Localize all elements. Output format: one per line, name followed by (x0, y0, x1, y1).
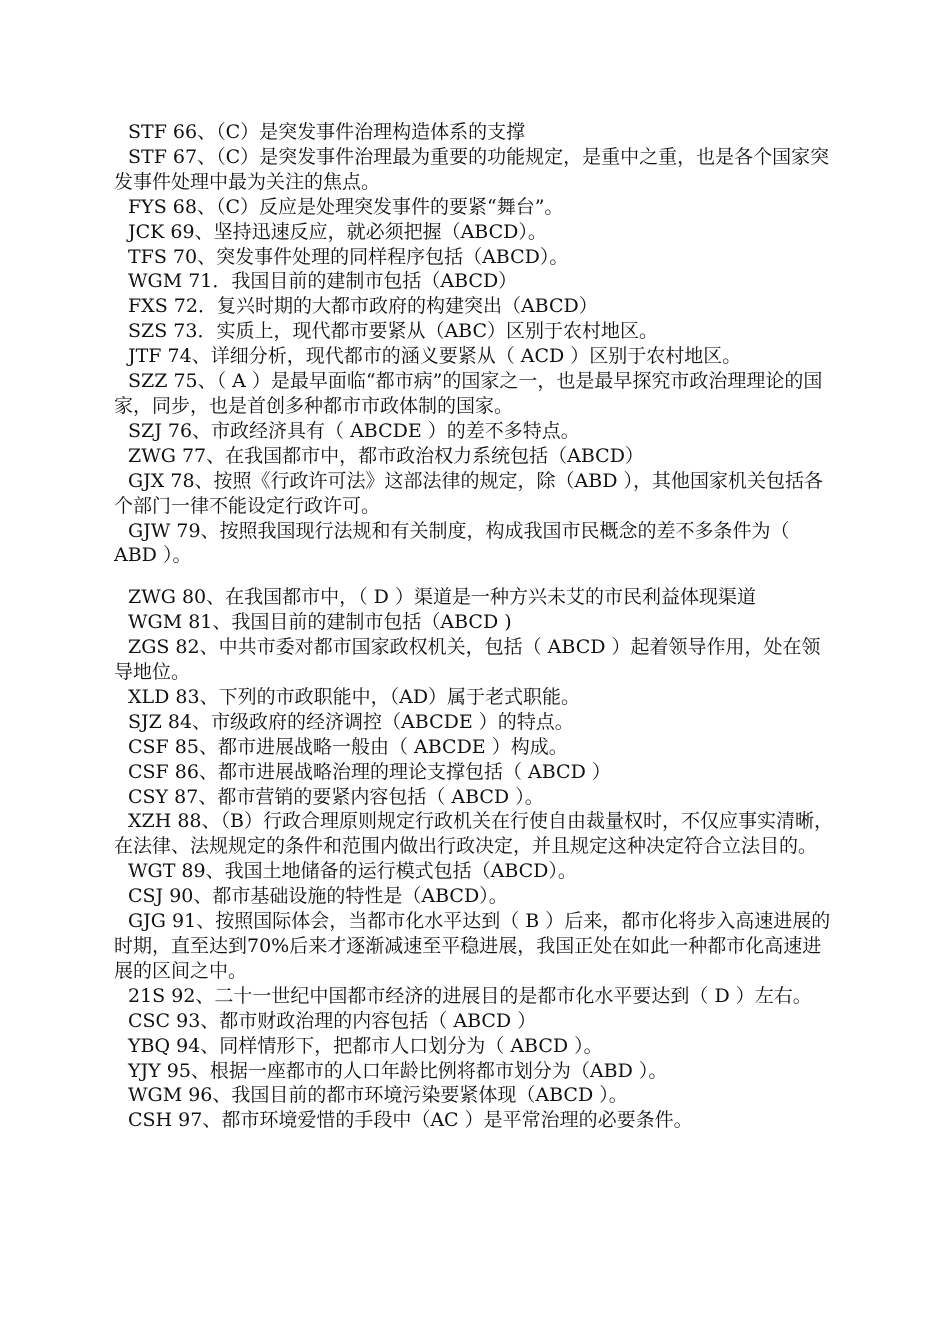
question-86: CSF 86、都市进展战略治理的理论支撑包括（ ABCD ） (128, 760, 611, 783)
question-82: ZGS 82、中共市委对都市国家政权机关，包括（ ABCD ）起着领导作用，处在领导地位。 (114, 636, 821, 684)
question-85: CSF 85、都市进展战略一般由（ ABCDE ）构成。 (128, 735, 568, 758)
question-87: CSY 87、都市营销的要紧内容包括（ ABCD ）。 (128, 785, 544, 808)
question-96: WGM 96、我国目前的都市环境污染要紧体现（ABCD ）。 (128, 1084, 628, 1107)
question-71: WGM 71．我国目前的建制市包括（ABCD） (128, 270, 518, 293)
question-72: FXS 72．复兴时期的大都市政府的构建突出（ABCD） (128, 295, 598, 318)
question-91: GJG 91、按照国际体会，当都市化水平达到（ B ）后来，都市化将步入高速进展的时期，直至达到70%后来才逐渐减速至平稳进展，我国正处在如此一种都市化高速进展的区间之中。 (114, 910, 831, 982)
question-90: CSJ 90、都市基础设施的特性是（ABCD）。 (128, 885, 508, 908)
question-97: CSH 97、都市环境爱惜的手段中（AC ）是平常治理的必要条件。 (128, 1109, 693, 1132)
question-95: YJY 95、根据一座都市的人口年龄比例将都市划分为（ABD ）。 (128, 1059, 668, 1082)
question-88: XZH 88、（B）行政合理原则规定行政机关在行使自由裁量权时，不仅应事实清晰，在法律、法规规定的条件和范围内做出行政决定，并且规定这种决定符合立法目的。 (114, 810, 833, 858)
question-76: SZJ 76、市政经济具有（ ABCDE ）的差不多特点。 (128, 419, 580, 442)
question-75: SZZ 75、（ A ）是最早面临“都市病”的国家之一，也是最早探究市政治理理论的国家，同步，也是首创多种都市市政体制的国家。 (114, 370, 823, 417)
question-78: GJX 78、按照《行政许可法》这部法律的规定，除（ABD ），其他国家机关包括各个部门一律不能设定行政许可。 (114, 469, 823, 517)
question-79: GJW 79、按照我国现行法规和有关制度，构成我国市民概念的差不多条件为（ ABD ）。 (114, 519, 790, 567)
question-80: ZWG 80、在我国都市中，（ D ）渠道是一种方兴未艾的市民利益体现渠道 (128, 586, 756, 609)
question-66: STF 66、（C）是突发事件治理构造体系的支撑 (128, 121, 526, 143)
question-93: CSC 93、都市财政治理的内容包括（ ABCD ） (128, 1009, 537, 1032)
question-70: TFS 70、突发事件处理的同样程序包括（ABCD）。 (128, 245, 569, 268)
question-73: SZS 73．实质上，现代都市要紧从（ABC）区别于农村地区。 (128, 320, 659, 343)
document-page (114, 120, 838, 1133)
question-84: SJZ 84、市级政府的经济调控（ABCDE ）的特点。 (128, 710, 574, 733)
question-77: ZWG 77、在我国都市中，都市政治权力系统包括（ABCD） (128, 444, 644, 467)
question-94: YBQ 94、同样情形下，把都市人口划分为（ ABCD ）。 (128, 1034, 603, 1057)
question-89: WGT 89、我国土地储备的运行模式包括（ABCD）。 (128, 860, 577, 883)
question-81: WGM 81、我国目前的建制市包括（ABCD ) (128, 611, 512, 634)
question-67: STF 67、（C）是突发事件治理最为重要的功能规定，是重中之重，也是各个国家突发事件处理中最为关注的焦点。 (114, 145, 830, 193)
question-74: JTF 74、详细分析，现代都市的涵义要紧从（ ACD ）区别于农村地区。 (128, 345, 742, 368)
question-68: FYS 68、（C）反应是处理突发事件的要紧“舞台”。 (128, 195, 564, 218)
question-92: 21S 92、二十一世纪中国都市经济的进展目的是都市化水平要达到（ D ）左右。 (128, 984, 812, 1007)
question-83: XLD 83、下列的市政职能中，（AD）属于老式职能。 (128, 685, 581, 708)
question-69: JCK 69、坚持迅速反应，就必须把握（ABCD）。 (128, 220, 547, 243)
